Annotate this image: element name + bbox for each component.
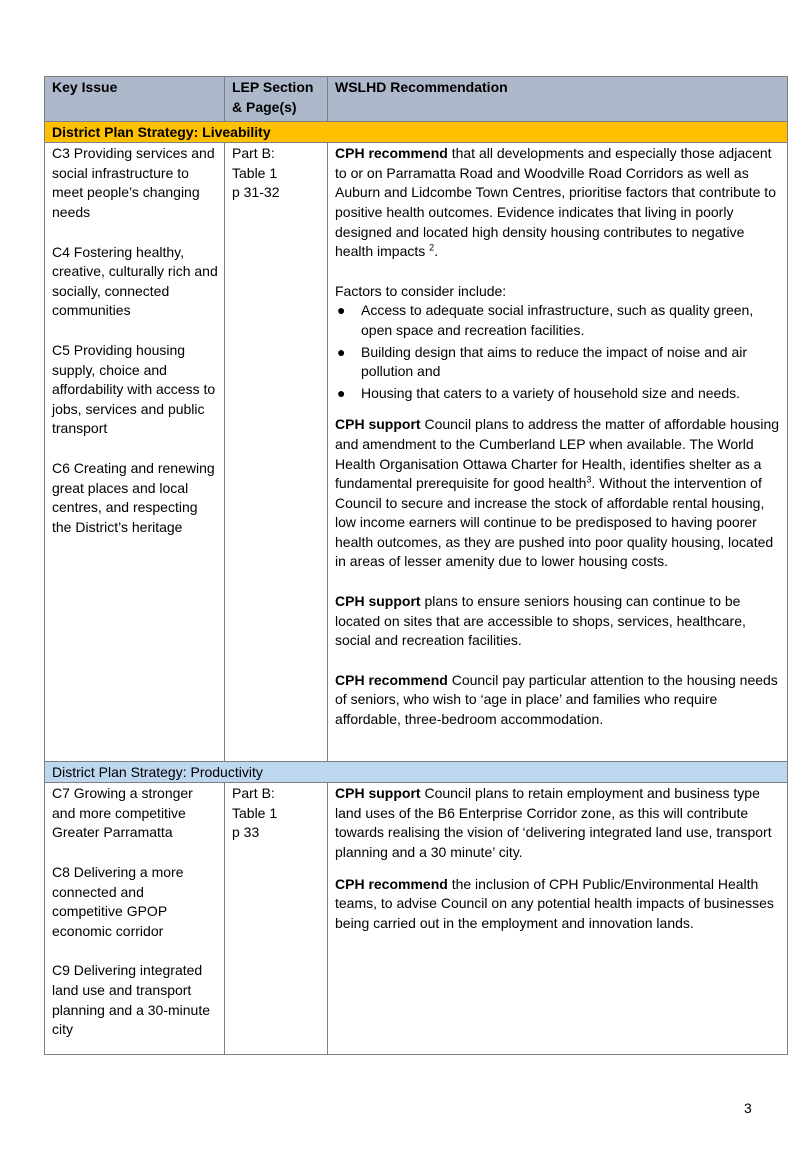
key-issue-c5: C5 Providing housing supply, choice and affordability with access to jobs, services and public transport [52,341,216,437]
rec-paragraph [335,592,781,651]
lep-section-cell [225,143,328,762]
section-band-productivity [45,762,788,783]
lep-section-cell [225,783,328,1055]
factor-text: Housing that caters to a variety of household size and needs. [361,384,741,401]
rec-text-end: . Without the intervention of Council to secure and increase the stock of affordable rental housing, low income earners will continue to be predisposed to having poorer health outcomes, as they are pushed into poor quality housing, located in areas of lesser amenity due to lower housing costs. [335,475,774,570]
rec-lead: CPH recommend [335,671,448,688]
rec-lead: CPH support [335,785,421,802]
section-title-productivity: District Plan Strategy: Productivity [45,762,788,783]
key-issue-c9: C9 Delivering integrated land use and transport planning and a 30-minute city [52,962,211,1038]
lep-line: Part B: [232,145,275,162]
section-title-liveability: District Plan Strategy: Liveability [45,122,788,143]
bullet-icon: ● [337,302,346,319]
lep-line: Part B: [232,785,275,802]
footnote-ref: 2 [429,242,435,253]
rec-paragraph [335,144,781,262]
key-issue-cell [45,143,225,762]
rec-lead: CPH recommend [335,875,448,892]
rec-paragraph [335,671,781,730]
table-row-liveability [45,143,788,762]
rec-paragraph [335,784,781,862]
factor-text: Access to adequate social infrastructure, such as quality green, open space and recreation facilities. [361,302,754,338]
rec-text-end: . [434,243,439,260]
factors-list [335,301,781,403]
header-lep-section: LEP Section & Page(s) [225,77,328,122]
header-recommendation: WSLHD Recommendation [328,77,788,122]
lep-line: p 33 [232,824,260,841]
rec-text: Council plans to address the matter of affordable housing and amendment to the Cumberland LEP when available. The World Health Organisation Ottawa Charter for Health, identifies shelter as a fundamental prerequisite for good health [335,416,780,492]
page-number: 3 [744,1100,752,1116]
key-issue-c7: C7 Growing a stronger and more competitive Greater Parramatta [52,785,193,841]
rec-text: plans to ensure seniors housing can continue to be located on sites that are accessible to shops, services, healthcare, social and recreation facilities. [335,593,746,649]
key-issue-c8: C8 Delivering a more connected and competitive GPOP economic corridor [52,863,184,939]
key-issue-c6: C6 Creating and renewing great places and local centres, and respecting the District’s heritage [52,459,215,535]
rec-lead: CPH recommend [335,145,448,162]
key-issue-c4: C4 Fostering healthy, creative, culturally rich and socially, connected communities [52,243,218,319]
factor-text: Building design that aims to reduce the impact of noise and air pollution and [361,343,748,380]
recommendation-cell [328,783,788,1055]
rec-lead: CPH support [335,416,421,433]
rec-text: that all developments and especially those adjacent to or on Parramatta Road and Woodville Road Corridors as well as Auburn and Lidcombe Town Centres, prioritise factors that contribute to positive health outcomes. Evidence indicates that living in poorly designed and located high density housing contributes to negative health impacts [335,145,776,260]
list-item [335,301,781,340]
list-item [335,343,781,382]
lep-line: Table 1 [232,804,278,821]
rec-paragraph [335,875,781,934]
factors-intro: Factors to consider include: [335,282,507,299]
recommendations-table [44,76,788,1055]
table-header-row [45,77,788,122]
list-item [335,384,781,404]
rec-paragraph [335,415,781,572]
header-key-issue: Key Issue [45,77,225,122]
section-band-liveability [45,122,788,143]
lep-line: p 31-32 [232,184,280,201]
key-issue-cell [45,783,225,1055]
bullet-icon: ● [337,343,346,360]
recommendation-cell [328,143,788,762]
key-issue-c3: C3 Providing services and social infrastructure to meet people’s changing needs [52,145,215,220]
footnote-ref: 3 [586,474,592,485]
bullet-icon: ● [337,384,346,401]
rec-lead: CPH support [335,593,421,610]
table-row-productivity [45,783,788,1055]
rec-text: the inclusion of CPH Public/Environmental Health teams, to advise Council on any potential health impacts of businesses being carried out in the employment and innovation lands. [335,875,774,931]
rec-text: Council pay particular attention to the housing needs of seniors, who wish to ‘age in place’ and families who require affordable, three-bedroom accommodation. [335,671,778,728]
lep-line: Table 1 [232,164,278,181]
rec-text: Council plans to retain employment and business type land uses of the B6 Enterprise Corridor zone, as this will contribute towards realising the vision of ‘delivering integrated land use, transport planning and a 30 minute’ city. [335,785,772,860]
